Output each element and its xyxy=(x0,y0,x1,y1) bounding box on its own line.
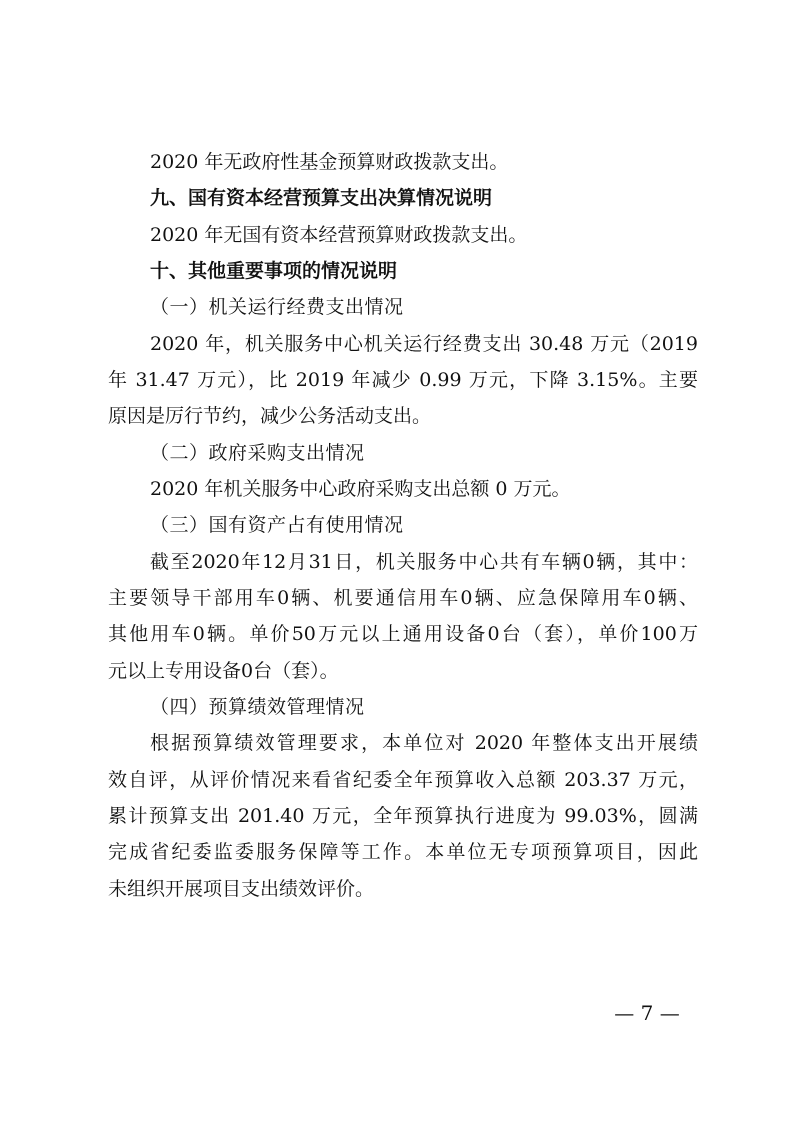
paragraph-line: 2020 年无国有资本经营预算财政拨款支出。 xyxy=(150,224,528,246)
page-number: — 7 — xyxy=(614,1001,680,1025)
subsection-heading: （三）国有资产占有使用情况 xyxy=(150,514,404,536)
paragraph-line: 2020 年，机关服务中心机关运行经费支出 30.48 万元（2019 xyxy=(150,333,698,355)
paragraph-line: 效自评，从评价情况来看省纪委全年预算收入总额 203.37 万元， xyxy=(108,769,698,791)
paragraph-line: 累计预算支出 201.40 万元，全年预算执行进度为 99.03%，圆满 xyxy=(108,805,698,827)
subsection-heading: （四）预算绩效管理情况 xyxy=(150,696,365,718)
paragraph-line: 原因是厉行节约，减少公务活动支出。 xyxy=(108,405,432,427)
paragraph-line: 2020 年机关服务中心政府采购支出总额 0 万元。 xyxy=(150,478,571,500)
subsection-heading: （二）政府采购支出情况 xyxy=(150,442,365,464)
paragraph-line: 截至2020年12月31日，机关服务中心共有车辆0辆，其中： xyxy=(150,551,698,573)
paragraph-line: 未组织开展项目支出绩效评价。 xyxy=(108,878,375,900)
section-heading: 十、其他重要事项的情况说明 xyxy=(150,260,398,282)
paragraph-line: 主要领导干部用车0辆、机要通信用车0辆、应急保障用车0辆、 xyxy=(108,587,698,609)
paragraph-line: 根据预算绩效管理要求，本单位对 2020 年整体支出开展绩 xyxy=(150,732,698,754)
paragraph-line: 2020 年无政府性基金预算财政拨款支出。 xyxy=(150,151,509,173)
paragraph-line: 其他用车0辆。单价50万元以上通用设备0台（套），单价100万 xyxy=(108,623,698,645)
subsection-heading: （一）机关运行经费支出情况 xyxy=(150,296,404,318)
paragraph-line: 完成省纪委监委服务保障等工作。本单位无专项预算项目，因此 xyxy=(108,841,698,863)
paragraph-line: 元以上专用设备0台（套）。 xyxy=(108,660,339,682)
section-heading: 九、国有资本经营预算支出决算情况说明 xyxy=(150,187,493,209)
paragraph-line: 年 31.47 万元），比 2019 年减少 0.99 万元，下降 3.15%。主要 xyxy=(108,369,698,391)
